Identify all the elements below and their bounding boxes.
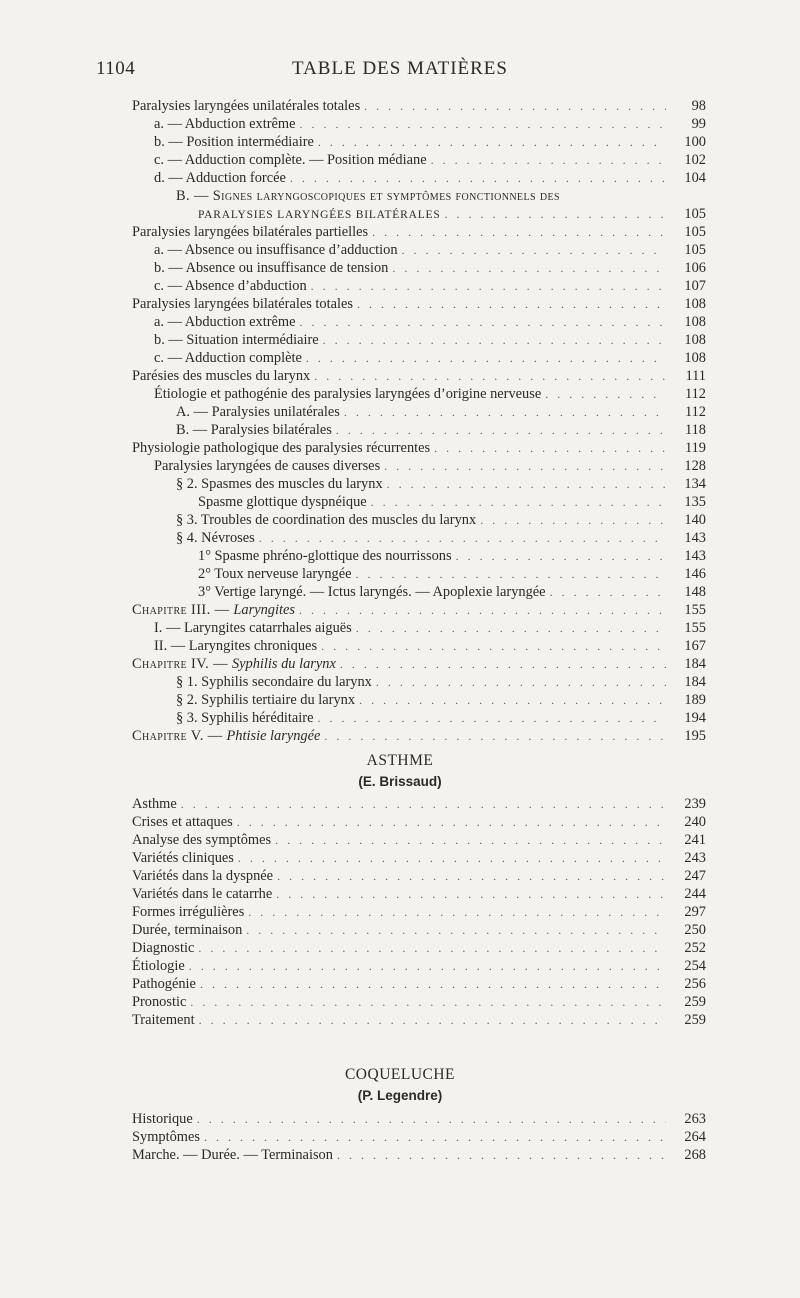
toc-entry-page: 263 <box>684 1111 706 1127</box>
toc-entry-page: 155 <box>684 620 706 636</box>
toc-entry-label: B. — Paralysies bilatérales <box>176 422 332 438</box>
toc-larynx-section <box>0 97 800 745</box>
dot-leader <box>246 921 666 939</box>
toc-entry-label: Traitement <box>132 1012 195 1028</box>
dot-leader <box>336 421 666 439</box>
toc-entry-label: Paralysies laryngées de causes diverses <box>154 458 381 474</box>
toc-entry <box>0 1128 800 1146</box>
dot-leader <box>340 655 666 673</box>
toc-entry-page: 146 <box>684 566 706 582</box>
toc-entry-label: Paralysies laryngées unilatérales totales <box>132 98 361 114</box>
toc-entry-page: 99 <box>691 116 706 132</box>
toc-entry-label: Variétés dans le catarrhe <box>132 886 273 902</box>
toc-entry <box>0 151 800 169</box>
dot-leader <box>359 691 666 709</box>
running-title: TABLE DES MATIÈRES <box>292 58 508 79</box>
toc-entry-page: 105 <box>684 242 706 258</box>
dot-leader <box>337 1146 666 1164</box>
toc-entry-page: 250 <box>684 922 706 938</box>
page-number: 1104 <box>96 58 136 79</box>
toc-entry-label <box>132 655 336 673</box>
dot-leader <box>371 493 666 511</box>
dot-leader <box>545 385 666 403</box>
toc-entry-label: Historique <box>132 1111 193 1127</box>
toc-entry-label: Paralysies laryngées bilatérales totales <box>132 296 353 312</box>
dot-leader <box>238 849 666 867</box>
toc-entry <box>0 439 800 457</box>
section-author-asthme: (E. Brissaud) <box>358 774 442 789</box>
dot-leader <box>290 169 666 187</box>
toc-entry <box>0 993 800 1011</box>
toc-entry <box>0 939 800 957</box>
toc-entry <box>0 957 800 975</box>
toc-coqueluche <box>0 1110 800 1164</box>
section-title-asthme: ASTHME <box>366 752 434 769</box>
toc-entry-label: b. — Situation intermédiaire <box>154 332 319 348</box>
toc-entry <box>0 223 800 241</box>
dot-leader <box>434 439 666 457</box>
dot-leader <box>275 831 666 849</box>
toc-entry <box>0 331 800 349</box>
dot-leader <box>318 133 666 151</box>
toc-entry <box>0 493 800 511</box>
dot-leader <box>181 795 666 813</box>
dot-leader <box>445 205 666 223</box>
toc-entry-page: 108 <box>684 350 706 366</box>
dot-leader <box>276 885 666 903</box>
toc-entry-page: 143 <box>684 548 706 564</box>
dot-leader <box>321 637 666 655</box>
toc-entry-label: a. — Abduction extrême <box>154 314 296 330</box>
toc-entry <box>0 277 800 295</box>
toc-entry <box>0 97 800 115</box>
toc-entry-page: 143 <box>684 530 706 546</box>
toc-entry-label: d. — Adduction forcée <box>154 170 286 186</box>
toc-entry <box>0 867 800 885</box>
dot-leader <box>317 709 666 727</box>
toc-entry-label: § 2. Syphilis tertiaire du larynx <box>176 692 356 708</box>
toc-entry-label: Formes irrégulières <box>132 904 245 920</box>
toc-entry <box>0 727 800 745</box>
toc-entry <box>0 1110 800 1128</box>
toc-entry-label: Durée, terminaison <box>132 922 243 938</box>
dot-leader <box>356 619 666 637</box>
toc-entry-page: 243 <box>684 850 706 866</box>
toc-entry-page: 264 <box>684 1129 706 1145</box>
chapter-prefix: Chapitre III. — <box>132 602 234 618</box>
dot-leader <box>372 223 666 241</box>
dot-leader <box>431 151 666 169</box>
toc-entry <box>0 295 800 313</box>
toc-entry <box>0 831 800 849</box>
toc-entry-page: 167 <box>684 638 706 654</box>
dot-leader <box>306 349 666 367</box>
toc-entry-page: 256 <box>684 976 706 992</box>
toc-entry-page: 268 <box>684 1147 706 1163</box>
dot-leader <box>199 1011 666 1029</box>
toc-entry-page: 135 <box>684 494 706 510</box>
toc-entry-label: § 4. Névroses <box>176 530 255 546</box>
dot-leader <box>198 939 666 957</box>
toc-entry <box>0 115 800 133</box>
toc-entry-label: Pathogénie <box>132 976 196 992</box>
toc-entry-page: 108 <box>684 332 706 348</box>
toc-entry <box>0 259 800 277</box>
dot-leader <box>357 295 666 313</box>
toc-asthme <box>0 795 800 1029</box>
toc-entry-page: 184 <box>684 674 706 690</box>
toc-entry-page: 239 <box>684 796 706 812</box>
toc-entry-label: 2° Toux nerveuse laryngée <box>198 566 352 582</box>
toc-entry-page: 108 <box>684 314 706 330</box>
toc-entry-label: a. — Abduction extrême <box>154 116 296 132</box>
toc-entry-label: Physiologie pathologique des paralysies récurrentes <box>132 440 431 456</box>
toc-entry <box>0 187 800 205</box>
toc-entry-label: Marche. — Durée. — Terminaison <box>132 1147 333 1163</box>
toc-entry-page: 105 <box>684 224 706 240</box>
toc-entry-label: § 3. Syphilis héréditaire <box>176 710 314 726</box>
toc-entry <box>0 205 800 223</box>
dot-leader <box>323 331 666 349</box>
chapter-title: Laryngites <box>233 602 295 618</box>
toc-entry-page: 184 <box>684 656 706 672</box>
toc-entry-label: § 3. Troubles de coordination des muscles du larynx <box>176 512 477 528</box>
dot-leader <box>197 1110 666 1128</box>
dot-leader <box>392 259 666 277</box>
toc-entry-page: 194 <box>684 710 706 726</box>
dot-leader <box>237 813 666 831</box>
toc-entry-label: Variétés dans la dyspnée <box>132 868 274 884</box>
toc-entry-page: 254 <box>684 958 706 974</box>
toc-entry-page: 244 <box>684 886 706 902</box>
toc-entry <box>0 619 800 637</box>
dot-leader <box>299 115 666 133</box>
toc-entry-page: 100 <box>684 134 706 150</box>
dot-leader <box>259 529 666 547</box>
toc-entry-page: 112 <box>684 404 706 420</box>
toc-entry-page: 155 <box>684 602 706 618</box>
toc-entry-page: 128 <box>684 458 706 474</box>
toc-entry-label: 3° Vertige laryngé. — Ictus laryngés. — Apoplexie laryngée <box>198 584 546 600</box>
dot-leader <box>248 903 666 921</box>
toc-entry-page: 140 <box>684 512 706 528</box>
dot-leader <box>344 403 666 421</box>
dot-leader <box>200 975 666 993</box>
toc-entry <box>0 529 800 547</box>
toc-entry <box>0 1011 800 1029</box>
toc-entry-label: c. — Absence d’abduction <box>154 278 307 294</box>
toc-entry-label: c. — Adduction complète. — Position médiane <box>154 152 427 168</box>
toc-entry-label: B. — Signes laryngoscopiques et symptômes fonctionnels des <box>176 188 561 204</box>
dot-leader <box>376 673 666 691</box>
toc-entry-page: 108 <box>684 296 706 312</box>
toc-entry-label <box>132 601 295 619</box>
toc-entry <box>0 511 800 529</box>
toc-entry <box>0 709 800 727</box>
toc-entry-label: Parésies des muscles du larynx <box>132 368 311 384</box>
toc-entry-page: 106 <box>684 260 706 276</box>
toc-entry-page: 189 <box>684 692 706 708</box>
toc-entry-label: Paralysies laryngées bilatérales partielles <box>132 224 369 240</box>
dot-leader <box>356 565 666 583</box>
toc-entry-page: 119 <box>684 440 706 456</box>
toc-entry-label: Étiologie <box>132 958 185 974</box>
toc-entry-label: A. — Paralysies unilatérales <box>176 404 340 420</box>
dot-leader <box>456 547 666 565</box>
toc-entry <box>0 349 800 367</box>
toc-entry <box>0 547 800 565</box>
toc-entry-label: II. — Laryngites chroniques <box>154 638 318 654</box>
toc-entry-label: Pronostic <box>132 994 187 1010</box>
toc-entry <box>0 813 800 831</box>
toc-entry <box>0 565 800 583</box>
dot-leader <box>324 727 666 745</box>
dot-leader <box>299 601 666 619</box>
toc-entry-label: Variétés cliniques <box>132 850 234 866</box>
dot-leader <box>364 97 666 115</box>
toc-entry <box>0 849 800 867</box>
toc-entry <box>0 367 800 385</box>
toc-entry-page: 134 <box>684 476 706 492</box>
toc-entry-page: 105 <box>684 206 706 222</box>
toc-entry <box>0 795 800 813</box>
toc-entry-page: 297 <box>684 904 706 920</box>
toc-entry-label: Diagnostic <box>132 940 195 956</box>
toc-entry-label: Spasme glottique dyspnéique <box>198 494 367 510</box>
toc-entry-page: 111 <box>685 368 706 384</box>
toc-entry <box>0 921 800 939</box>
toc-entry <box>0 885 800 903</box>
section-author-coqueluche: (P. Legendre) <box>357 1088 443 1103</box>
toc-entry <box>0 475 800 493</box>
dot-leader <box>204 1128 666 1146</box>
toc-entry-label: Crises et attaques <box>132 814 233 830</box>
toc-entry <box>0 903 800 921</box>
toc-entry-page: 240 <box>684 814 706 830</box>
dot-leader <box>550 583 666 601</box>
toc-entry <box>0 313 800 331</box>
section-title-coqueluche: COQUELUCHE <box>344 1066 456 1083</box>
toc-entry <box>0 637 800 655</box>
toc-entry <box>0 673 800 691</box>
toc-entry <box>0 421 800 439</box>
toc-entry-page: 118 <box>684 422 706 438</box>
toc-entry-page: 259 <box>684 994 706 1010</box>
dot-leader <box>314 367 666 385</box>
toc-entry <box>0 1146 800 1164</box>
dot-leader <box>387 475 666 493</box>
toc-entry-label: b. — Absence ou insuffisance de tension <box>154 260 389 276</box>
toc-entry-label: PARALYSIES LARYNGÉES BILATÉRALES <box>198 209 441 221</box>
toc-entry-label: c. — Adduction complète <box>154 350 302 366</box>
toc-entry-label: a. — Absence ou insuffisance d’adduction <box>154 242 398 258</box>
chapter-title: Syphilis du larynx <box>231 656 336 672</box>
toc-entry-label: Étiologie et pathogénie des paralysies laryngées d’origine nerveuse <box>154 386 542 402</box>
toc-entry-page: 104 <box>684 170 706 186</box>
chapter-prefix: Chapitre V. — <box>132 728 227 744</box>
toc-entry <box>0 169 800 187</box>
dot-leader <box>190 993 666 1011</box>
toc-entry-page: 102 <box>684 152 706 168</box>
toc-entry-page: 112 <box>684 386 706 402</box>
toc-entry-label: Symptômes <box>132 1129 200 1145</box>
dot-leader <box>189 957 666 975</box>
toc-entry <box>0 385 800 403</box>
toc-entry-page: 195 <box>684 728 706 744</box>
toc-entry-label: Asthme <box>132 796 177 812</box>
toc-entry-page: 259 <box>684 1012 706 1028</box>
toc-entry-page: 241 <box>684 832 706 848</box>
dot-leader <box>299 313 666 331</box>
dot-leader <box>311 277 666 295</box>
toc-entry-label <box>132 727 320 745</box>
toc-entry <box>0 601 800 619</box>
dot-leader <box>384 457 666 475</box>
chapter-title: Phtisie laryngée <box>226 728 321 744</box>
toc-entry <box>0 975 800 993</box>
chapter-prefix: Chapitre IV. — <box>132 656 232 672</box>
toc-entry-page: 252 <box>684 940 706 956</box>
dot-leader <box>480 511 666 529</box>
toc-entry <box>0 403 800 421</box>
page-header <box>0 58 800 84</box>
dot-leader <box>277 867 666 885</box>
toc-entry-label: 1° Spasme phréno-glottique des nourrissons <box>198 548 452 564</box>
toc-entry-page: 107 <box>684 278 706 294</box>
toc-entry-page: 148 <box>684 584 706 600</box>
toc-entry-label: § 1. Syphilis secondaire du larynx <box>176 674 372 690</box>
toc-entry-label: I. — Laryngites catarrhales aiguës <box>154 620 352 636</box>
toc-entry <box>0 457 800 475</box>
toc-entry-label: b. — Position intermédiaire <box>154 134 314 150</box>
toc-entry <box>0 583 800 601</box>
toc-entry-label: Analyse des symptômes <box>132 832 272 848</box>
toc-entry <box>0 691 800 709</box>
toc-entry-label: § 2. Spasmes des muscles du larynx <box>176 476 383 492</box>
toc-entry <box>0 655 800 673</box>
toc-entry <box>0 241 800 259</box>
toc-entry <box>0 133 800 151</box>
toc-entry-page: 247 <box>684 868 706 884</box>
dot-leader <box>402 241 666 259</box>
toc-entry-page: 98 <box>691 98 706 114</box>
